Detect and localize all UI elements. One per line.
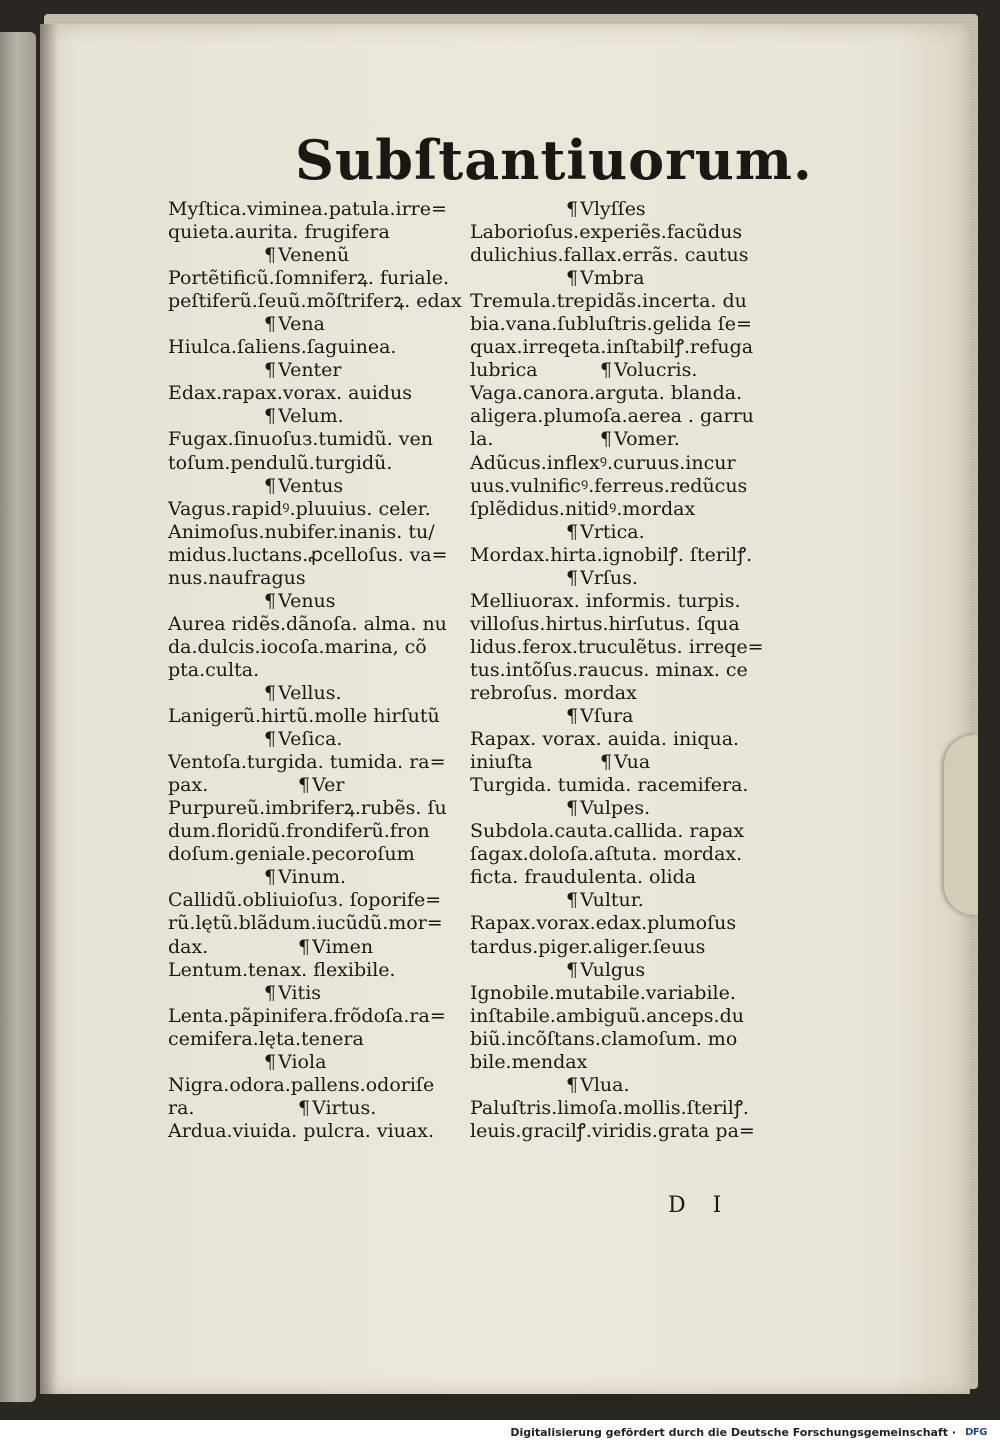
text-line [168, 336, 460, 359]
pilcrow-icon: ¶ [298, 774, 311, 797]
pilcrow-icon: ¶ [264, 981, 277, 1004]
line-text: Turgida. tumida. racemifera. [470, 774, 749, 797]
entry-heading [168, 1051, 460, 1074]
line-text: Portẽtificũ.ſomniferꝝ. furiale. [168, 267, 450, 290]
line-text: Vellus. [278, 681, 342, 704]
text-line [470, 636, 770, 659]
line-text: da.dulcis.iocoſa.marina, cõ [168, 635, 427, 658]
inline-entry-heading [298, 1097, 376, 1120]
inline-entry-heading [600, 428, 680, 451]
footer-credit: Digitalisierung gefördert durch die Deutsche Forschungsgemeinschaft · [510, 1426, 956, 1439]
entry-heading [470, 267, 770, 290]
footer-bar [0, 1420, 1000, 1447]
entry-heading [168, 728, 460, 751]
text-line [168, 290, 460, 313]
text-line [470, 843, 770, 866]
line-text: toſum.pendulũ.turgidũ. [168, 451, 393, 474]
line-text: Venter [278, 359, 342, 382]
inline-entry-heading [600, 359, 697, 382]
line-text: ficta. fraudulenta. olida [470, 866, 697, 889]
line-text: Rapax.vorax.edax.plumoſus [470, 912, 737, 935]
text-line [470, 751, 770, 774]
line-text: Ventus [278, 474, 344, 497]
heading-text: Volucris. [614, 359, 698, 382]
line-text: villoſus.hirtus.hirſutus. ſqua [470, 612, 740, 635]
line-text: Vitis [278, 981, 322, 1004]
text-line [470, 244, 770, 267]
entry-heading [168, 405, 460, 428]
entry-heading [168, 244, 460, 267]
heading-text: Virtus. [312, 1096, 377, 1119]
pilcrow-icon: ¶ [264, 313, 277, 336]
text-line [168, 705, 460, 728]
pilcrow-icon: ¶ [264, 405, 277, 428]
entry-heading [168, 982, 460, 1005]
line-text: Callidũ.obliuioſuз. ſoporife= [168, 889, 442, 912]
line-text: Vena [278, 313, 325, 336]
text-line [168, 428, 460, 451]
line-text: Lentum.tenax. flexibile. [168, 958, 396, 981]
line-text: dulichius.fallax.errãs. cautus [470, 244, 749, 267]
line-text: midus.luctans.ꝓcelloſus. va= [168, 543, 448, 566]
pilcrow-icon: ¶ [566, 889, 579, 912]
line-text: quax.irreqeta.inſtabilꝭ.refuga [470, 336, 754, 359]
entry-heading [470, 889, 770, 912]
line-text: Viola [278, 1050, 327, 1073]
entry-heading [168, 313, 460, 336]
line-text: Tremula.trepidãs.incerta. du [470, 290, 747, 313]
text-line [470, 613, 770, 636]
entry-heading [470, 567, 770, 590]
text-line [168, 636, 460, 659]
heading-text: Vomer. [614, 428, 680, 451]
line-text: tardus.piger.aliger.ſeuus [470, 935, 706, 958]
line-text: iniuſta [470, 751, 533, 774]
pilcrow-icon: ¶ [566, 1073, 579, 1096]
pilcrow-icon: ¶ [264, 681, 277, 704]
line-text: la. [470, 428, 494, 451]
text-line [168, 797, 460, 820]
line-text: Venenũ [278, 244, 350, 267]
entry-heading [168, 475, 460, 498]
line-text: Vagus.rapidꝰ.pluuius. celer. [168, 497, 431, 520]
line-text: Subdola.cauta.callida. rapax [470, 820, 745, 843]
line-text: inſtabile.ambiguũ.anceps.du [470, 1004, 744, 1027]
pilcrow-icon: ¶ [566, 267, 579, 290]
text-line [168, 267, 460, 290]
text-line [470, 382, 770, 405]
signature-mark: D I [668, 1193, 732, 1218]
line-text: Melliuorax. informis. turpis. [470, 589, 741, 612]
line-text: ra. [168, 1096, 195, 1119]
spine-shadow [40, 24, 58, 1394]
line-text: Aurea ridẽs.dãnoſa. alma. nu [168, 612, 447, 635]
line-text: tus.intõſus.raucus. minax. ce [470, 658, 748, 681]
right-text-column [470, 198, 770, 1143]
heading-text: Vimen [312, 935, 374, 958]
pilcrow-icon: ¶ [566, 566, 579, 589]
text-line [168, 936, 460, 959]
line-text: Vmbra [580, 267, 645, 290]
text-line [470, 659, 770, 682]
entry-heading [470, 198, 770, 221]
line-text: Adũcus.inflexꝰ.curuus.incur [470, 451, 736, 474]
line-text: Vulpes. [580, 797, 651, 820]
text-line [168, 959, 460, 982]
text-line [470, 221, 770, 244]
line-text: Mordax.hirta.ignobilꝭ. ſterilꝭ. [470, 543, 753, 566]
text-line [168, 221, 460, 244]
pilcrow-icon: ¶ [600, 359, 613, 382]
dfg-logo-icon: DFG [965, 1427, 987, 1438]
line-text: Veſica. [278, 728, 343, 751]
inline-entry-heading [298, 936, 373, 959]
text-line [470, 475, 770, 498]
line-text: Vrtica. [580, 520, 645, 543]
pilcrow-icon: ¶ [600, 428, 613, 451]
line-text: ſplẽdidus.nitidꝰ.mordax [470, 497, 696, 520]
line-text: dax. [168, 935, 209, 958]
pilcrow-icon: ¶ [566, 705, 579, 728]
text-line [168, 820, 460, 843]
text-line [168, 521, 460, 544]
line-text: biũ.incõſtans.clamoſum. mo [470, 1027, 738, 1050]
left-page-edge [0, 32, 36, 1402]
line-text: Laborioſus.experiẽs.facũdus [470, 221, 743, 244]
heading-text: Vua [614, 751, 651, 774]
line-text: Edax.rapax.vorax. auidus [168, 382, 412, 405]
pilcrow-icon: ¶ [566, 198, 579, 220]
pilcrow-icon: ¶ [264, 589, 277, 612]
line-text: nus.naufragus [168, 566, 306, 589]
entry-heading [168, 359, 460, 382]
text-line [470, 452, 770, 475]
text-line [470, 682, 770, 705]
line-text: Vlyſſes [580, 198, 646, 220]
text-line [168, 1028, 460, 1051]
line-text: Ignobile.mutabile.variabile. [470, 981, 736, 1004]
text-line [168, 382, 460, 405]
line-text: bile.mendax [470, 1050, 588, 1073]
text-line [168, 774, 460, 797]
line-text: pax. [168, 774, 209, 797]
line-text: Velum. [278, 405, 344, 428]
pilcrow-icon: ¶ [566, 958, 579, 981]
text-line [470, 820, 770, 843]
line-text: Myſtica.viminea.patula.irre= [168, 198, 447, 220]
line-text: dum.floridũ.frondiferũ.fron [168, 820, 430, 843]
line-text: Fugax.ſinuoſuз.tumidũ. ven [168, 428, 434, 451]
text-line [470, 428, 770, 451]
pilcrow-icon: ¶ [264, 359, 277, 382]
line-text: doſum.geniale.pecoroſum [168, 843, 415, 866]
text-line [470, 936, 770, 959]
pilcrow-icon: ¶ [566, 520, 579, 543]
text-line [470, 359, 770, 382]
text-line [470, 290, 770, 313]
line-text: leuis.gracilꝭ.viridis.grata pa= [470, 1119, 755, 1142]
text-line [168, 751, 460, 774]
pilcrow-icon: ¶ [298, 1096, 311, 1119]
page-clip-tab [944, 735, 978, 915]
line-text: Lenta.pãpinifera.frõdoſa.ra= [168, 1004, 446, 1027]
page-title: Subſtantiuorum. [295, 128, 813, 192]
entry-heading [168, 866, 460, 889]
heading-text: Ver [312, 774, 345, 797]
line-text: Vultur. [580, 889, 644, 912]
line-text: lubrica [470, 359, 538, 382]
text-line [470, 498, 770, 521]
text-line [168, 544, 460, 567]
text-line [168, 1005, 460, 1028]
text-line [470, 1120, 770, 1143]
text-line [470, 1051, 770, 1074]
pilcrow-icon: ¶ [600, 751, 613, 774]
line-text: rũ.lętũ.blãdum.iucũdũ.mor= [168, 912, 443, 935]
pilcrow-icon: ¶ [264, 866, 277, 889]
line-text: pta.culta. [168, 658, 260, 681]
text-line [470, 1097, 770, 1120]
text-line [168, 843, 460, 866]
entry-heading [470, 705, 770, 728]
text-line [168, 1074, 460, 1097]
line-text: Rapax. vorax. auida. iniqua. [470, 728, 740, 751]
inline-entry-heading [298, 774, 344, 797]
line-text: rebroſus. mordax [470, 681, 637, 704]
line-text: Lanigerũ.hirtũ.molle hirſutũ [168, 705, 440, 728]
line-text: Ventoſa.turgida. tumida. ra= [168, 751, 446, 774]
line-text: cemifera.lęta.tenera [168, 1027, 364, 1050]
line-text: Vinum. [278, 866, 347, 889]
text-line [168, 452, 460, 475]
text-line [470, 982, 770, 1005]
entry-heading [168, 682, 460, 705]
pilcrow-icon: ¶ [264, 474, 277, 497]
entry-heading [470, 521, 770, 544]
text-line [168, 889, 460, 912]
line-text: Hiulca.ſaliens.ſaguinea. [168, 336, 397, 359]
line-text: Vrſus. [580, 566, 638, 589]
line-text: Purpureũ.imbriferꝝ.rubẽs. ſu [168, 797, 447, 820]
text-line [168, 659, 460, 682]
entry-heading [470, 1074, 770, 1097]
line-text: Vaga.canora.arguta. blanda. [470, 382, 743, 405]
inline-entry-heading [600, 751, 650, 774]
left-text-column [168, 198, 460, 1143]
text-line [470, 912, 770, 935]
line-text: Animoſus.nubifer.inanis. tu/ [168, 520, 435, 543]
text-line [470, 866, 770, 889]
line-text: Ardua.viuida. pulcra. viuax. [168, 1119, 434, 1142]
text-line [168, 912, 460, 935]
text-line [168, 613, 460, 636]
line-text: Vulgus [580, 958, 646, 981]
text-line [470, 590, 770, 613]
text-line [470, 728, 770, 751]
line-text: Vſura [580, 705, 634, 728]
text-line [470, 1005, 770, 1028]
line-text: aligera.plumoſa.aerea . garru [470, 405, 754, 428]
text-line [168, 567, 460, 590]
line-text: uus.vulnificꝰ.ferreus.redũcus [470, 474, 748, 497]
text-line [168, 1097, 460, 1120]
line-text: Paluſtris.limoſa.mollis.ſterilꝭ. [470, 1096, 749, 1119]
text-line [168, 198, 460, 221]
text-line [470, 405, 770, 428]
line-text: peſtiferũ.ſeuũ.mõſtriferꝝ. edax [168, 290, 462, 313]
entry-heading [168, 590, 460, 613]
entry-heading [470, 797, 770, 820]
pilcrow-icon: ¶ [264, 728, 277, 751]
text-line [168, 498, 460, 521]
line-text: Venus [278, 589, 336, 612]
text-line [470, 313, 770, 336]
pilcrow-icon: ¶ [264, 1050, 277, 1073]
text-line [470, 544, 770, 567]
line-text: Nigra.odora.pallens.odoriſe [168, 1073, 435, 1096]
text-line [470, 336, 770, 359]
line-text: bia.vana.ſubluſtris.gelida ſe= [470, 313, 752, 336]
line-text: ſagax.doloſa.aſtuta. mordax. [470, 843, 743, 866]
pilcrow-icon: ¶ [264, 244, 277, 267]
pilcrow-icon: ¶ [298, 935, 311, 958]
pilcrow-icon: ¶ [566, 797, 579, 820]
text-line [470, 1028, 770, 1051]
line-text: Vlua. [580, 1073, 630, 1096]
entry-heading [470, 959, 770, 982]
text-line [168, 1120, 460, 1143]
line-text: quieta.aurita. frugifera [168, 221, 390, 244]
line-text: lidus.ferox.truculẽtus. irreqe= [470, 635, 764, 658]
text-line [470, 774, 770, 797]
